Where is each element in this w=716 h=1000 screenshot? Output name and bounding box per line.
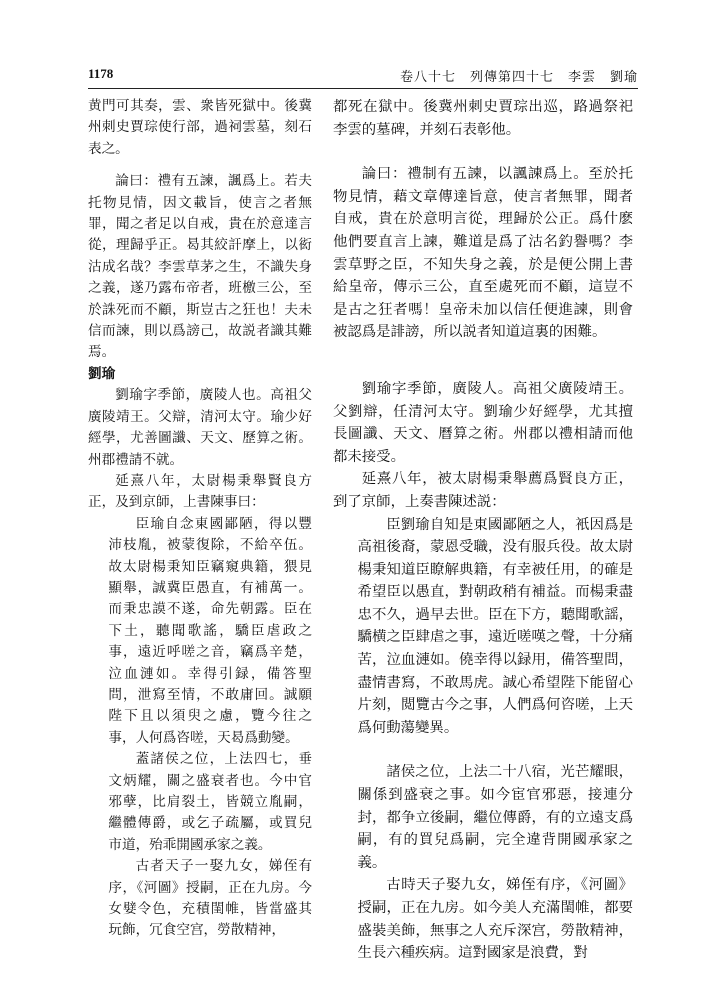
page-number: 1178: [88, 66, 114, 81]
classical-text-column: [88, 96, 312, 942]
memorial-paragraph: 古時天子娶九女，娣侄有序，《河圖》授嗣，正在九房。如今美人充滿閨帷，都要盛裝美飾，無事之人充斥深宫，勞散精神，生長六種疾病。這對國家是浪費，對: [357, 877, 633, 962]
paragraph: 都死在獄中。後冀州刺史賈琮出巡，路過祭祀李雲的墓碑，并刻石表彰他。: [333, 99, 633, 138]
memorial-paragraph: 諸侯之位，上法二十八宿，光芒耀眼，關係到盛衰之事。如今宦官邪惡，接連分封，都争立後嗣，繼位傳爵，有的立遠支爲嗣，有的買兒爲嗣，完全違背開國承家之義。: [357, 764, 633, 871]
paragraph: 延熹八年，太尉楊秉舉賢良方正，及到京師，上書陳事曰：: [88, 472, 312, 511]
paragraph: 延熹八年，被太尉楊秉舉薦爲賢良方正，到了京師，上奏書陳述説：: [333, 471, 633, 510]
paragraph: 劉瑜字季節，廣陵人。高祖父廣陵靖王。父劉辯，任清河太守。劉瑜少好經學，尤其擅長圖讖、天文、曆算之術。州郡以禮相請而他都未接受。: [333, 380, 633, 465]
memorial-paragraph: 蓋諸侯之位，上法四七，垂文炳耀，關之盛衰者也。今中官邪孽，比肩裂土，皆競立胤嗣，繼體傳爵，或乞子疏屬，或買兒市道，殆乖開國承家之義。: [108, 751, 312, 853]
paragraph: 黄門可其奏，雲、衆皆死獄中。後冀州刺史賈琮使行部，過祠雲墓，刻石表之。: [88, 98, 312, 157]
section-heading: 劉瑜: [88, 365, 116, 382]
commentary-paragraph: 論曰：禮制有五諫，以諷諫爲上。至於托物見情，藉文章傳達旨意，使言者無罪，聞者自戒，貴在於意明言從，理歸於公正。爲什麽他們要直言上諫，難道是爲了沽名釣譽嗎？李雲草野之臣，不知失身之義，於是便公開上書給皇帝，傳示三公，直至處死而不顧，這豈不是古之狂者嗎！皇帝未加以信任便進諫，則會被認爲是誹謗，所以説者知道這裏的困難。: [333, 166, 633, 341]
memorial-paragraph: 古者天子一娶九女，娣侄有序，《河圖》授嗣，正在九房。今女嬖令色，充積閨帷，皆當盛其玩飾，冗食空宫，勞散精神，: [108, 858, 312, 939]
running-head: 卷八十七 列傳第四十七 李雲 劉瑜: [399, 70, 638, 85]
memorial-paragraph: 臣劉瑜自知是東國鄙陋之人，衹因爲是高祖後裔，蒙恩受職，没有服兵役。故太尉楊秉知道臣瞭解典籍，有幸被任用，的確是希望臣以愚直，對朝政稍有補益。而楊秉盡忠不久，過早去世。臣在下方，聽聞歌謡，驕横之臣肆虐之事，遠近嗟嘆之聲，十分痛苦，泣血漣如。僥幸得以録用，備答聖問，盡情書寫，不敢馬虎。誠心希望陛下能留心片刻，閲覽古今之事，人們爲何咨嗟，上天爲何動蕩變異。: [357, 516, 633, 736]
memorial-paragraph: 臣瑜自念東國鄙陋，得以豐沛枝胤，被蒙復除，不給卒伍。故太尉楊秉知臣竊窺典籍，猥見顯舉，誠冀臣愚直，有補萬一。而秉忠謨不遂，命先朝露。臣在下土，聽聞歌謠，驕臣虐政之事，遠近呼嗟之音，竊爲辛楚，泣血漣如。幸得引録，備答聖問，泄寫至情，不敢庸回。誠願陛下且以須臾之慮，覽今往之事，人何爲咨嗟，天曷爲動變。: [108, 515, 312, 746]
paragraph: 劉瑜字季節，廣陵人也。高祖父廣陵靖王。父辯，清河太守。瑜少好經學，尤善圖讖、天文、歷算之術。州郡禮請不就。: [88, 387, 312, 468]
translation-column: [333, 96, 633, 965]
header-rule: [88, 88, 638, 89]
commentary-paragraph: 論曰：禮有五諫，諷爲上。若夫托物見情，因文載旨，使言之者無罪，聞之者足以自戒，貴在於意達言從，理歸乎正。曷其絞訐摩上，以衒沽成名哉？李雲草茅之生，不識失身之義，遂乃露布帝者，班檄三公，至於誅死而不顧，斯豈古之狂也！夫未信而諫，則以爲謗己，故説者識其難焉。: [88, 173, 312, 361]
page-header: [88, 64, 638, 86]
